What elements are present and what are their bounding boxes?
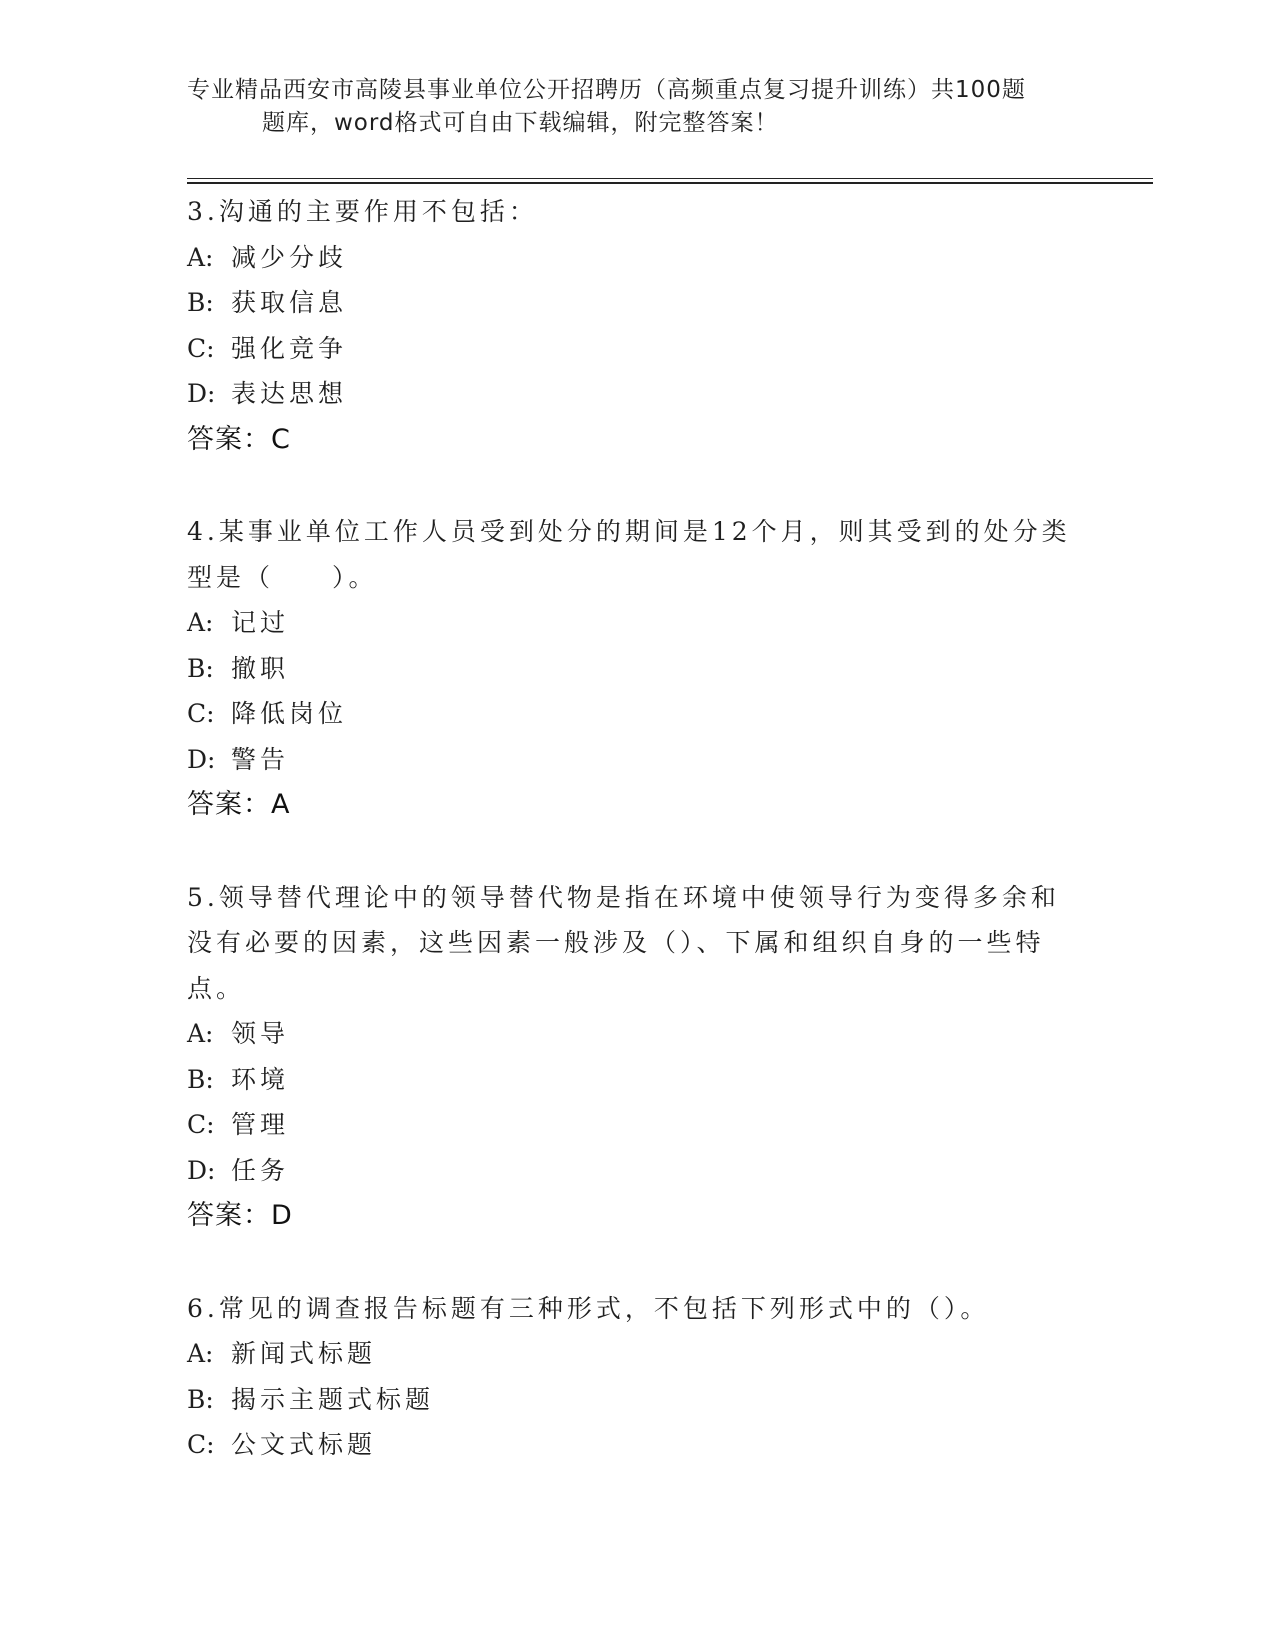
option-key: D:: [187, 379, 216, 408]
option-d: [187, 371, 1087, 417]
option-c: [187, 1422, 1087, 1468]
option-a: [187, 600, 1087, 646]
option-a: [187, 1011, 1087, 1057]
option-text: 公文式标题: [231, 1430, 377, 1459]
answer-line: 答案：D: [187, 1200, 293, 1231]
option-d: [187, 737, 1087, 783]
question-item: [187, 509, 1087, 828]
option-key: A:: [187, 242, 214, 272]
option-key: B:: [187, 288, 214, 317]
option-c: [187, 691, 1087, 737]
option-b: [187, 1377, 1087, 1423]
page-header: [187, 74, 1067, 140]
option-text: 撤职: [231, 653, 290, 683]
option-key: A:: [187, 1339, 214, 1368]
option-a: [187, 1331, 1087, 1377]
option-text: 领导: [231, 1019, 290, 1048]
question-item: [187, 1286, 1087, 1468]
option-key: C:: [187, 699, 215, 728]
option-b: [187, 1057, 1087, 1103]
option-text: 降低岗位: [231, 699, 348, 728]
question-stem: 4.某事业单位工作人员受到处分的期间是12个月，则其受到的处分类型是（ ）。: [187, 517, 1071, 592]
option-key: A:: [187, 1019, 214, 1048]
option-key: D:: [187, 744, 216, 774]
option-key: D:: [187, 1155, 216, 1185]
option-text: 减少分歧: [231, 242, 348, 272]
option-key: C:: [187, 333, 215, 363]
option-text: 环境: [231, 1064, 290, 1094]
question-stem: 6.常见的调查报告标题有三种形式，不包括下列形式中的（）。: [187, 1293, 990, 1323]
option-text: 管理: [231, 1110, 290, 1139]
option-key: B:: [187, 1384, 214, 1414]
option-c: [187, 326, 1087, 372]
header-divider: [187, 178, 1153, 184]
question-item: [187, 875, 1087, 1239]
option-c: [187, 1102, 1087, 1148]
option-text: 新闻式标题: [231, 1339, 377, 1368]
question-list: [187, 189, 1087, 1515]
option-text: 揭示主题式标题: [231, 1384, 435, 1414]
option-text: 获取信息: [231, 288, 348, 317]
option-b: [187, 646, 1087, 692]
option-key: B:: [187, 653, 214, 683]
option-text: 强化竞争: [231, 333, 348, 363]
question-stem: 3.沟通的主要作用不包括：: [187, 197, 538, 226]
header-title-line2: 题库，word格式可自由下载编辑，附完整答案！: [262, 110, 779, 136]
option-text: 警告: [231, 744, 290, 774]
option-key: C:: [187, 1430, 215, 1459]
option-key: B:: [187, 1064, 214, 1094]
option-key: A:: [187, 608, 214, 637]
option-d: [187, 1148, 1087, 1194]
header-title-line1: 专业精品西安市高陵县事业单位公开招聘历（高频重点复习提升训练）共100题: [187, 77, 1026, 103]
option-key: C:: [187, 1110, 215, 1139]
answer-line: 答案：A: [187, 789, 291, 820]
option-text: 任务: [231, 1155, 290, 1185]
question-stem: 5.领导替代理论中的领导替代物是指在环境中使领导行为变得多余和没有必要的因素，这些因素一般涉及（）、下属和组织自身的一些特点。: [187, 882, 1060, 1003]
option-text: 表达思想: [231, 379, 348, 408]
question-item: [187, 189, 1087, 462]
option-b: [187, 280, 1087, 326]
option-text: 记过: [231, 608, 290, 637]
option-a: [187, 235, 1087, 281]
answer-line: 答案：C: [187, 423, 291, 455]
